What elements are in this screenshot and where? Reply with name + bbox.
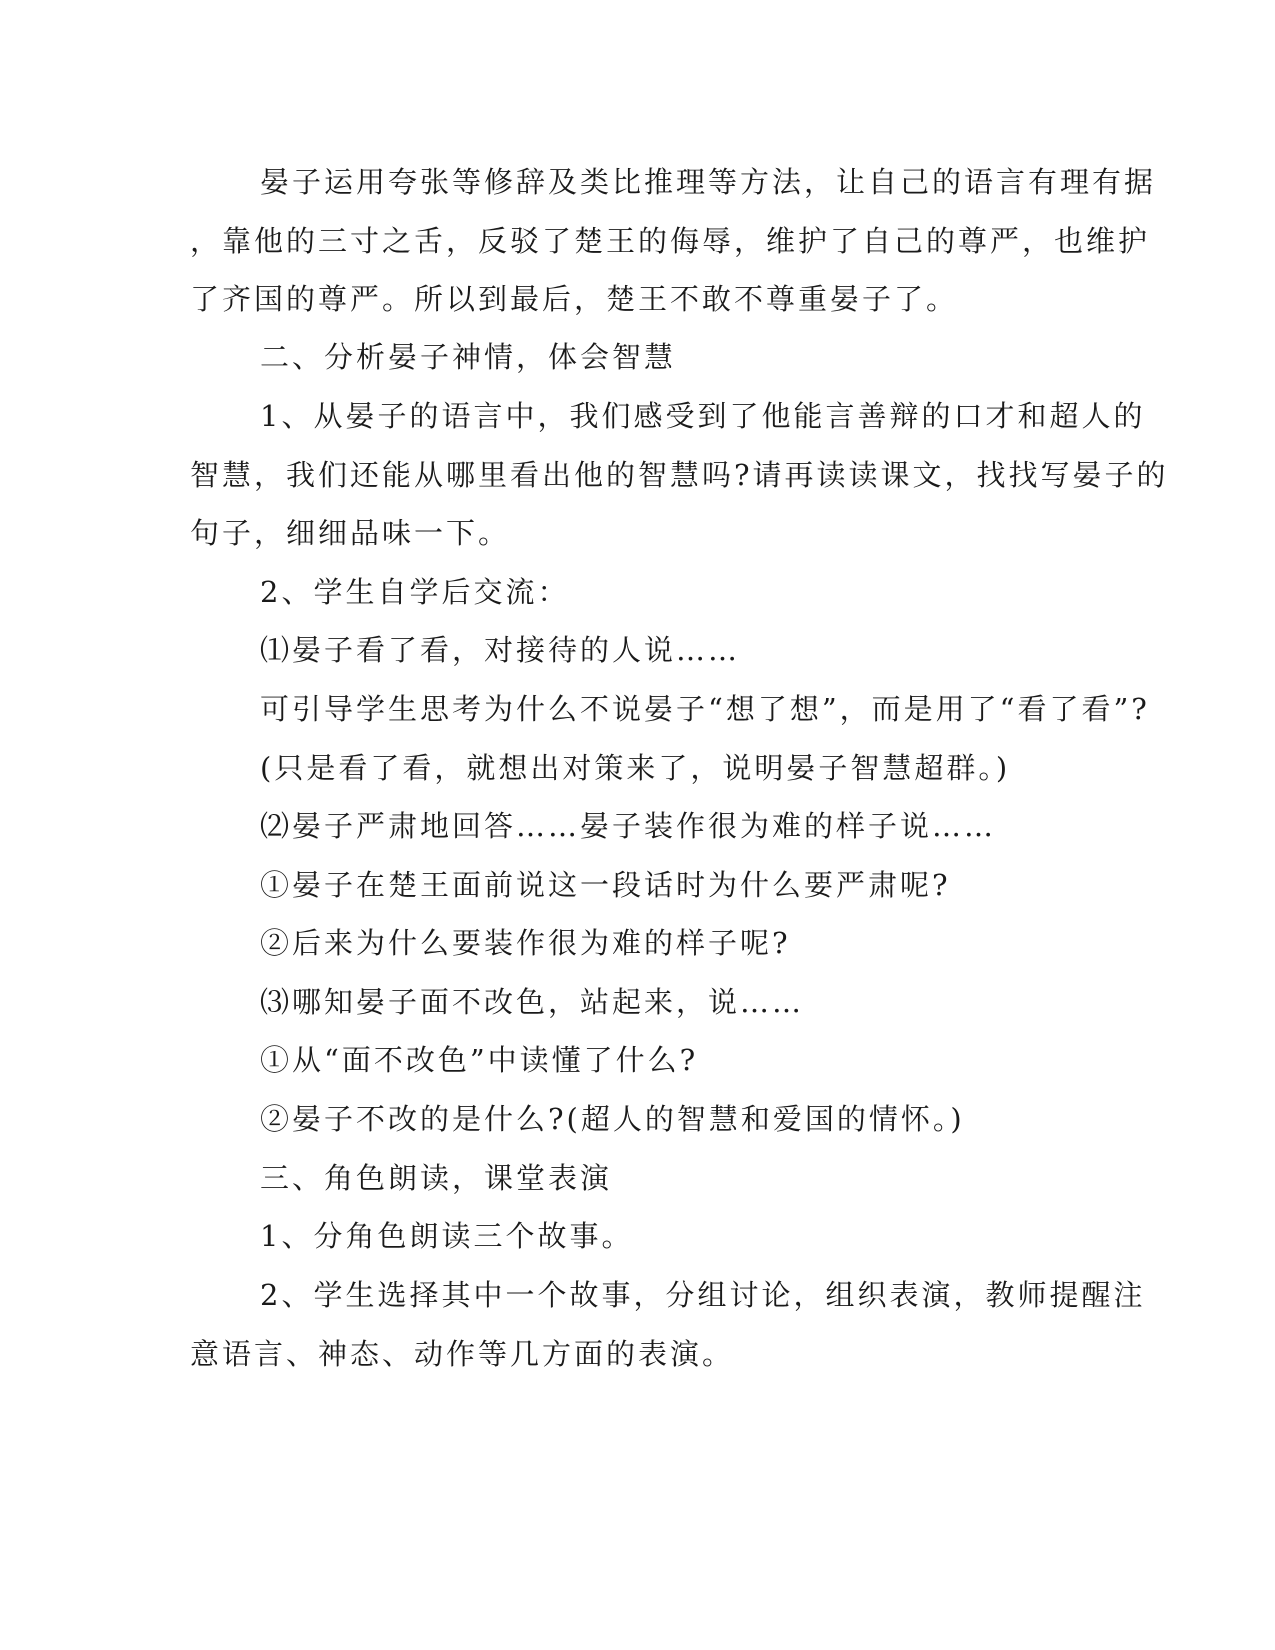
paragraph-line: 意语言、神态、动作等几方面的表演。 <box>190 1337 735 1371</box>
paragraph-line: 可引导学生思考为什么不说晏子“想了想”，而是用了“看了看”? <box>260 692 1150 726</box>
paragraph-line: ，靠他的三寸之舌，反驳了楚王的侮辱，维护了自己的尊严，也维护 <box>190 224 1151 258</box>
list-item: ②后来为什么要装作很为难的样子呢? <box>260 926 791 960</box>
paragraph-line: (只是看了看，就想出对策来了，说明晏子智慧超群。) <box>260 751 1011 785</box>
paragraph-line: 了齐国的尊严。所以到最后，楚王不敢不尊重晏子了。 <box>190 282 959 316</box>
paragraph-line: 2、学生选择其中一个故事，分组讨论，组织表演，教师提醒注 <box>260 1278 1146 1312</box>
paragraph-line: 智慧，我们还能从哪里看出他的智慧吗?请再读读课文，找找写晏子的 <box>190 458 1169 492</box>
list-item: ②晏子不改的是什么?(超人的智慧和爱国的情怀。) <box>260 1102 965 1136</box>
section-heading: 三、角色朗读，课堂表演 <box>260 1161 613 1195</box>
list-item: ⑵晏子严肃地回答……晏子装作很为难的样子说…… <box>260 809 997 843</box>
list-item: ⑴晏子看了看，对接待的人说…… <box>260 633 741 667</box>
paragraph-line: 句子，细细品味一下。 <box>190 516 511 550</box>
section-heading: 二、分析晏子神情，体会智慧 <box>260 340 677 374</box>
paragraph-line: 2、学生自学后交流： <box>260 575 570 609</box>
paragraph-line: 1、从晏子的语言中，我们感受到了他能言善辩的口才和超人的 <box>260 399 1146 433</box>
list-item: ⑶哪知晏子面不改色，站起来，说…… <box>260 985 805 1019</box>
list-item: ①从“面不改色”中读懂了什么? <box>260 1043 699 1077</box>
paragraph-line: 1、分角色朗读三个故事。 <box>260 1219 634 1253</box>
paragraph-line: 晏子运用夸张等修辞及类比推理等方法，让自己的语言有理有据 <box>260 165 1157 199</box>
list-item: ①晏子在楚王面前说这一段话时为什么要严肃呢? <box>260 868 951 902</box>
